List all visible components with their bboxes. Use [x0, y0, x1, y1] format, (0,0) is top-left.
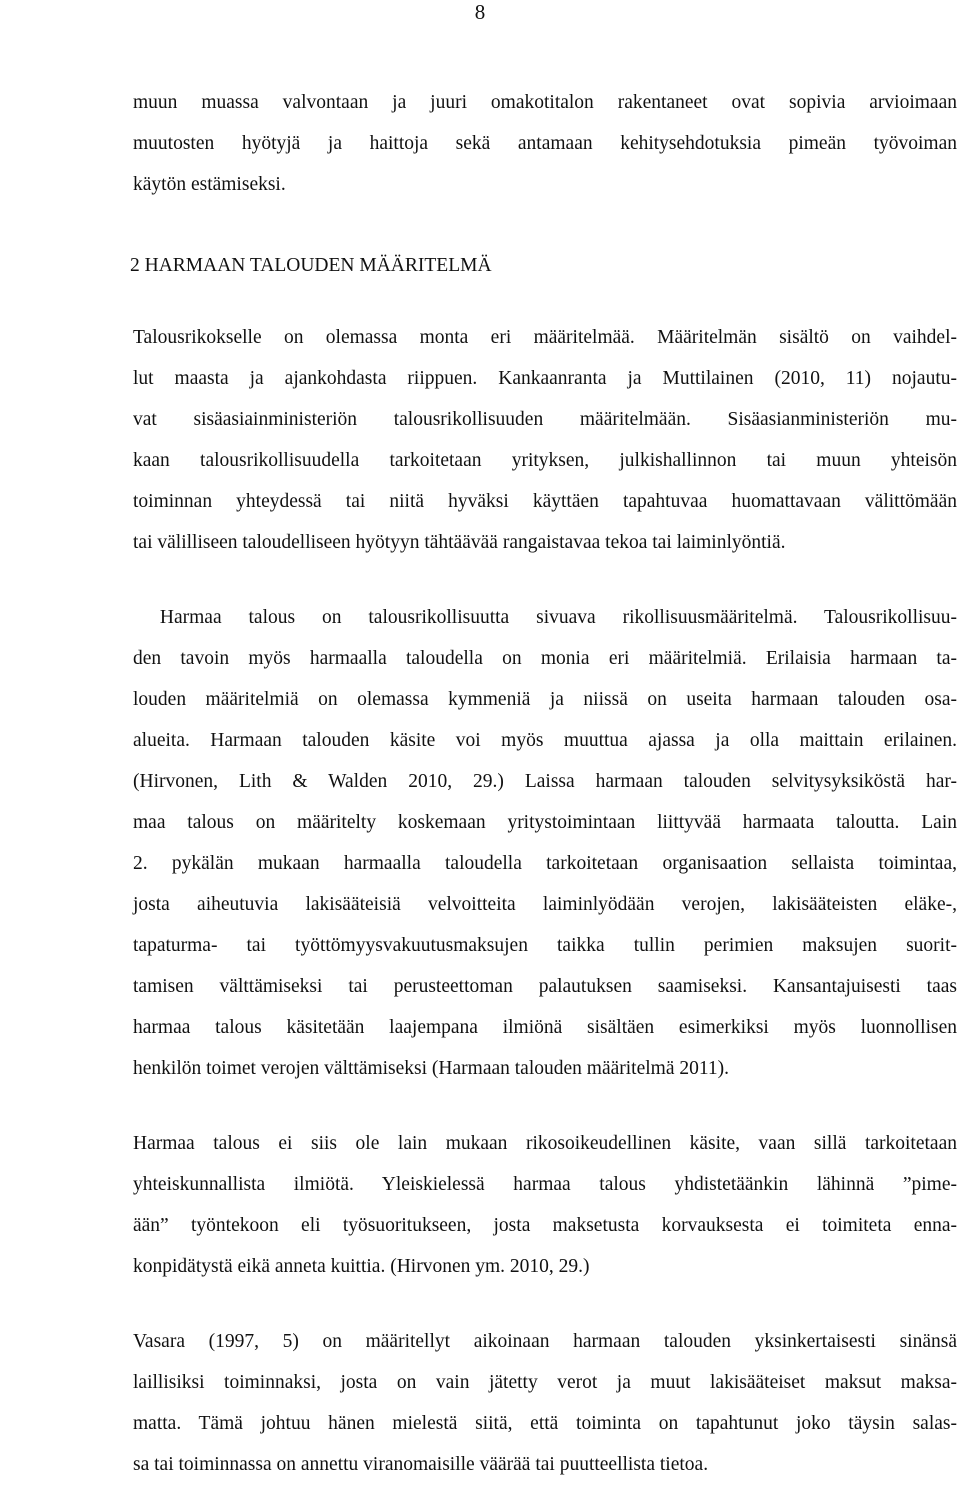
- paragraph-vasara-definition: [133, 1321, 957, 1485]
- text-line: kaan talousrikollisuudella tarkoitetaan yrityksen, julkishallinnon tai muun yhteisön: [133, 450, 957, 471]
- text-line: josta aiheutuvia lakisääteisiä velvoitteita laiminlyödään verojen, lakisääteisten eläke-,: [133, 894, 957, 915]
- text-line: vat sisäasiainministeriön talousrikollisuuden määritelmään. Sisäasianministeriön mu-: [133, 409, 957, 430]
- text-line: Harmaa talous ei siis ole lain mukaan rikosoikeudellinen käsite, vaan sillä tarkoitetaan: [133, 1133, 957, 1154]
- paragraph-gap: [133, 1089, 957, 1123]
- paragraph-gap: [133, 563, 957, 597]
- text-line: henkilön toimet verojen välttämiseksi (Harmaan talouden määritelmä 2011).: [133, 1058, 730, 1079]
- text-line: harmaa talous käsitetään laajempana ilmiönä sisältäen esimerkiksi myös luonnollisen: [133, 1017, 957, 1038]
- paragraph-gap: [133, 205, 957, 245]
- text-line: laillisiksi toiminnaksi, josta on vain jätetty verot ja muut lakisääteiset maksut maksa-: [133, 1372, 957, 1393]
- text-line: tai välilliseen taloudelliseen hyötyyn tähtäävää rangaistavaa tekoa tai laiminlyöntiä.: [133, 532, 786, 553]
- text-line: toiminnan yhteydessä tai niitä hyväksi käyttäen tapahtuvaa huomattavaan välittömään: [133, 491, 957, 512]
- section-heading: [130, 245, 954, 286]
- paragraph-gap: [133, 1287, 957, 1321]
- text-line: louden määritelmiä on olemassa kymmeniä ja niissä on useita harmaan talouden osa-: [133, 689, 957, 710]
- text-line: maa talous on määritelty koskemaan yritystoimintaan liittyvää harmaata taloutta. Lain: [133, 812, 957, 833]
- text-line: muun muassa valvontaan ja juuri omakotitalon rakentaneet ovat sopivia arvioimaan: [133, 92, 957, 113]
- text-line: (Hirvonen, Lith & Walden 2010, 29.) Laissa harmaan talouden selvitysyksiköstä har-: [133, 771, 957, 792]
- text-line: sa tai toiminnassa on annettu viranomaisille väärää tai puutteellista tietoa.: [133, 1454, 709, 1475]
- document-body: [130, 82, 957, 1485]
- paragraph-gap: [133, 286, 957, 317]
- text-line: muutosten hyötyjä ja haittoja sekä antamaan kehitysehdotuksia pimeän työvoiman: [133, 133, 957, 154]
- heading-text: 2 HARMAAN TALOUDEN MÄÄRITELMÄ: [130, 255, 492, 276]
- page-number: 8: [474, 0, 486, 24]
- text-line: 2. pykälän mukaan harmaalla taloudella tarkoitetaan organisaation sellaista toimintaa,: [133, 853, 957, 874]
- text-line: alueita. Harmaan talouden käsite voi myös muuttua ajassa ja olla maittain erilainen.: [133, 730, 957, 751]
- text-line: ään” työntekoon eli työsuoritukseen, josta maksetusta korvauksesta ei toimiteta enna-: [133, 1215, 957, 1236]
- text-line: Vasara (1997, 5) on määritellyt aikoinaan harmaan talouden yksinkertaisesti sinänsä: [133, 1331, 957, 1352]
- text-line: tamisen välttämiseksi tai perusteettoman palautuksen saamiseksi. Kansantajuisesti taas: [133, 976, 957, 997]
- text-line: konpidätystä eikä anneta kuittia. (Hirvonen ym. 2010, 29.): [133, 1256, 590, 1277]
- text-line: den tavoin myös harmaalla taloudella on monia eri määritelmiä. Erilaisia harmaan ta-: [133, 648, 957, 669]
- text-line: yhteiskunnallista ilmiötä. Yleiskielessä harmaa talous yhdistetäänkin lähinnä ”pime-: [133, 1174, 957, 1195]
- paragraph-talousrikos-definition: [133, 317, 957, 563]
- text-line: Harmaa talous on talousrikollisuutta sivuava rikollisuusmääritelmä. Talousrikollisuu-: [133, 607, 957, 628]
- paragraph-yhteiskunnallinen-ilmio: [133, 1123, 957, 1287]
- text-line: matta. Tämä johtuu hänen mielestä siitä, että toiminta on tapahtunut joko täysin salas-: [133, 1413, 957, 1434]
- paragraph-harmaa-talous-definition: [133, 597, 957, 1089]
- text-line: tapaturma- tai työttömyysvakuutusmaksujen taikka tullin perimien maksujen suorit-: [133, 935, 957, 956]
- text-line: Talousrikokselle on olemassa monta eri määritelmää. Määritelmän sisältö on vaihdel-: [133, 327, 957, 348]
- text-line: käytön estämiseksi.: [133, 174, 286, 195]
- paragraph-intro-continuation: [133, 82, 957, 205]
- text-line: lut maasta ja ajankohdasta riippuen. Kankaanranta ja Muttilainen (2010, 11) nojautu-: [133, 368, 957, 389]
